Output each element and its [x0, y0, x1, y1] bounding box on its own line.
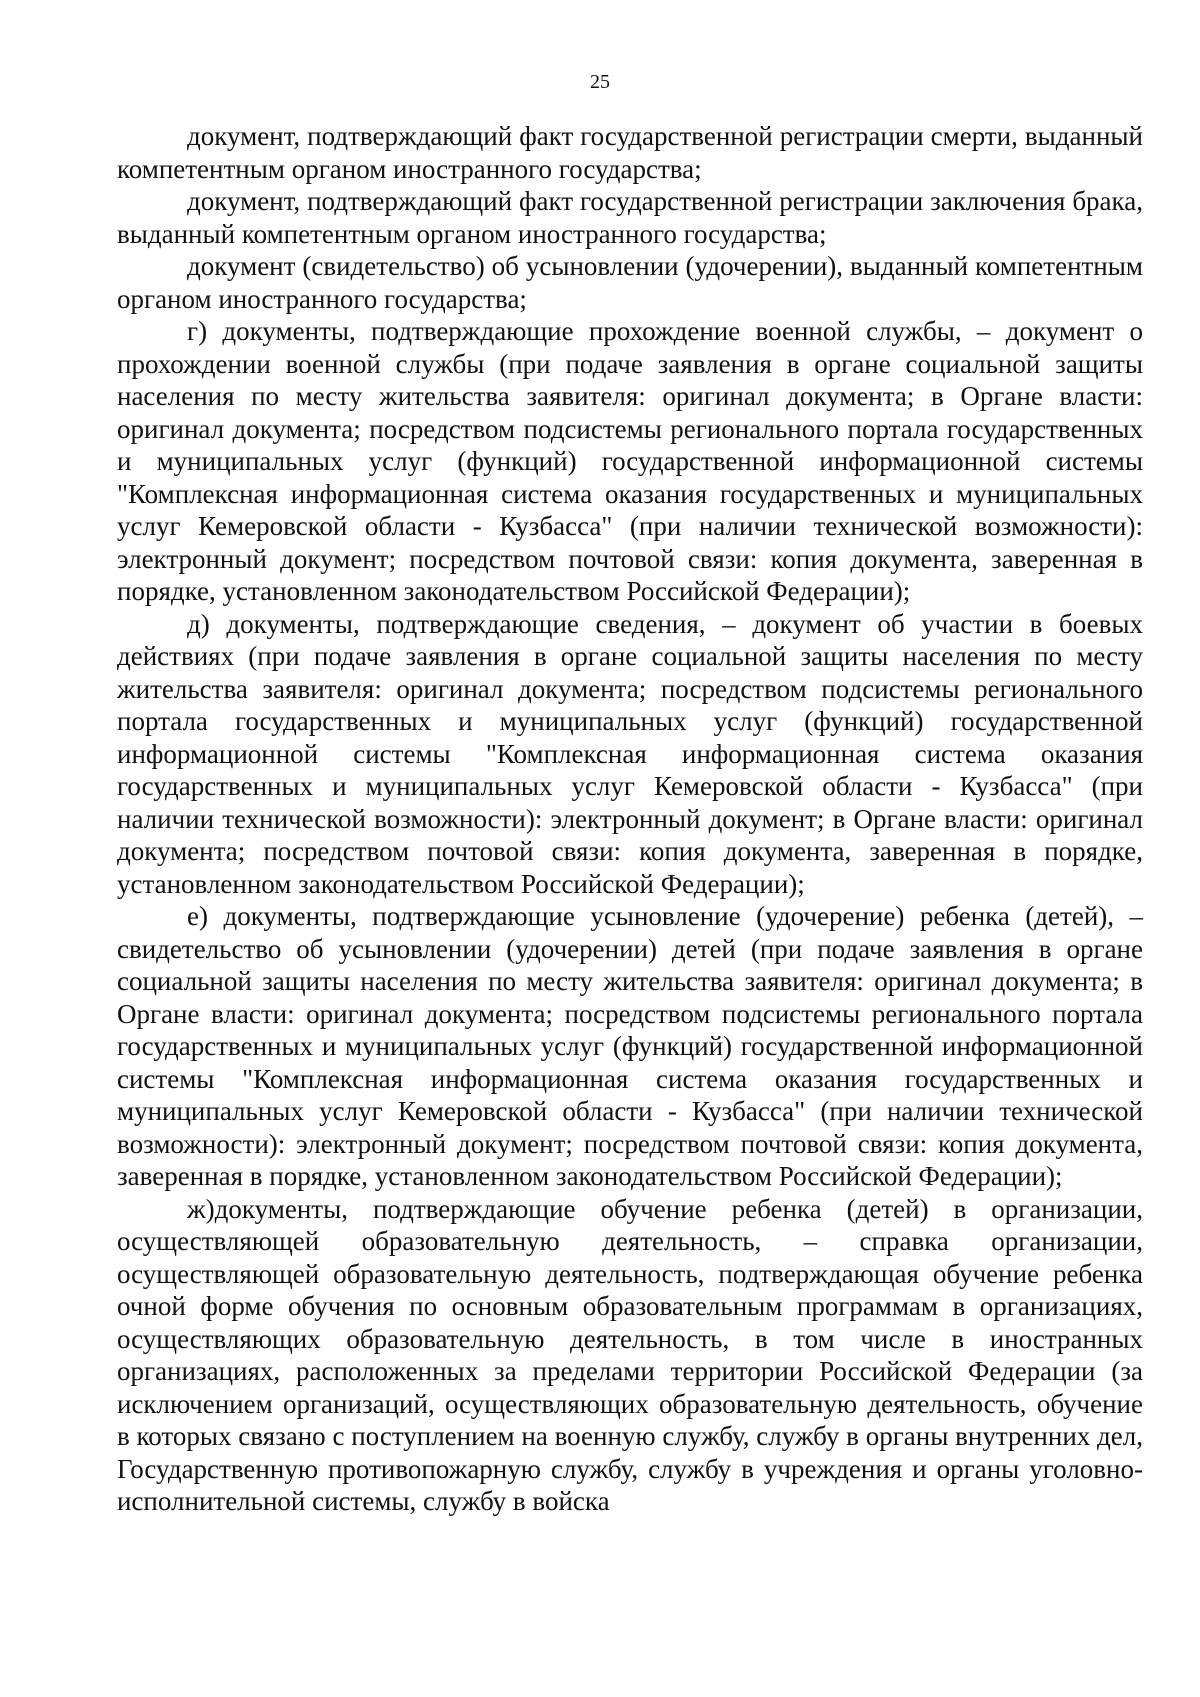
- paragraph-item-g-military-service: г) документы, подтверждающие прохождение военной службы, – документ о прохождении военной службы (при подаче заявления в органе социальной защиты населения по месту жительства заявителя: оригинал документа; в Органе власти: оригинал документа; посредством подсистемы регионального портала государственных и муниципальных услуг (функций) государственной информационной системы "Комплексная информационная система оказания государственных и муниципальных услуг Кемеровской области - Кузбасса" (при наличии технической возможности): электронный документ; посредством почтовой связи: копия документа, заверенная в порядке, установленном законодательством Российской Федерации);: [117, 316, 1143, 606]
- paragraph-item-zh-education: ж)документы, подтверждающие обучение ребенка (детей) в организации, осуществляющей образовательную деятельность, – справка организации, осуществляющей образовательную деятельность, подтверждающая обучение ребенка очной форме обучения по основным образовательным программам в организациях, осуществляющих образовательную деятельность, в том числе в иностранных организациях, расположенных за пределами территории Российской Федерации (за исключением организаций, осуществляющих образовательную деятельность, обучение в которых связано с поступлением на военную службу, службу в органы внутренних дел, Государственную противопожарную службу, службу в учреждения и органы уголовно-исполнительной системы, службу в войска: [117, 1193, 1143, 1516]
- paragraph-item-e-adoption: е) документы, подтверждающие усыновление (удочерение) ребенка (детей), – свидетельство об усыновлении (удочерении) детей (при подаче заявления в органе социальной защиты населения по месту жительства заявителя: оригинал документа; в Органе власти: оригинал документа; посредством подсистемы регионального портала государственных и муниципальных услуг (функций) государственной информационной системы "Комплексная информационная система оказания государственных и муниципальных услуг Кемеровской области - Кузбасса" (при наличии технической возможности): электронный документ; посредством почтовой связи: копия документа, заверенная в порядке, установленном законодательством Российской Федерации);: [117, 901, 1143, 1191]
- document-body: [117, 120, 1143, 1518]
- page-number: 25: [590, 71, 610, 93]
- paragraph-item-d-combat-participation: д) документы, подтверждающие сведения, – документ об участии в боевых действиях (при подаче заявления в органе социальной защиты населения по месту жительства заявителя: оригинал документа; посредством подсистемы регионального портала государственных и муниципальных услуг (функций) государственной информационной системы "Комплексная информационная система оказания государственных и муниципальных услуг Кемеровской области - Кузбасса" (при наличии технической возможности): электронный документ; в Органе власти: оригинал документа; посредством почтовой связи: копия документа, заверенная в порядке, установленном законодательством Российской Федерации);: [117, 608, 1143, 899]
- paragraph-death-registration: документ, подтверждающий факт государственной регистрации смерти, выданный компетентным органом иностранного государства;: [117, 121, 1143, 184]
- paragraph-marriage-registration: документ, подтверждающий факт государственной регистрации заключения брака, выданный компетентным органом иностранного государства;: [117, 186, 1143, 249]
- paragraph-adoption-certificate: документ (свидетельство) об усыновлении (удочерении), выданный компетентным органом иностранного государства;: [117, 251, 1143, 314]
